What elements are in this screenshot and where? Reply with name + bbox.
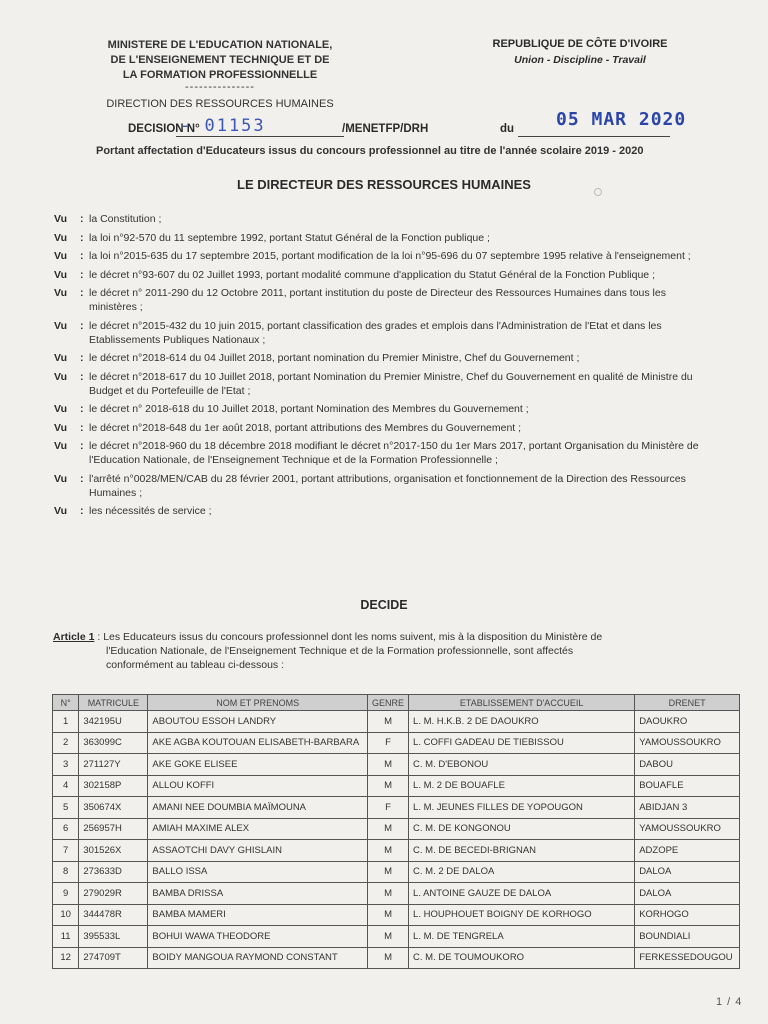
cell-name: AKE AGBA KOUTOUAN ELISABETH-BARBARA: [148, 732, 368, 754]
vu-item: [54, 472, 704, 500]
table-row: [53, 883, 740, 905]
vu-text: l'arrêté n°0028/MEN/CAB du 28 février 2001, portant attributions, organisation et fonctionnement de la Direction des Ressources Humaines ;: [89, 472, 686, 499]
cell-matricule: 256957H: [79, 818, 148, 840]
vu-item: [54, 370, 704, 398]
vu-text: le décret n°2015-432 du 10 juin 2015, portant classification des grades et emplois dans l'Administration de l'Etat et dans les Etablissements Publiques Nationaux ;: [89, 319, 662, 346]
vu-colon: :: [80, 250, 84, 262]
vu-label: Vu: [54, 370, 68, 383]
col-header-establishment: ETABLISSEMENT D'ACCUEIL: [409, 695, 635, 711]
cell-establishment: L. M. DE TENGRELA: [409, 926, 635, 948]
cell-establishment: L. M. JEUNES FILLES DE YOPOUGON: [409, 797, 635, 819]
vu-colon: :: [80, 505, 84, 517]
cell-gender: M: [368, 926, 409, 948]
table-row: [53, 775, 740, 797]
date-underline: [518, 136, 670, 137]
cell-number: 2: [53, 732, 79, 754]
cell-name: AMANI NEE DOUMBIA MAÏMOUNA: [148, 797, 368, 819]
ministry-line-3: LA FORMATION PROFESSIONNELLE: [122, 69, 318, 81]
cell-number: 4: [53, 775, 79, 797]
vu-text: le décret n°2018-960 du 18 décembre 2018 modifiant le décret n°2017-150 du 1er Mars 2017, portant Organisation du Ministère de l'Education Nationale, de l'Enseignement Technique et de la Formation Professionnelle ;: [89, 440, 699, 466]
cell-gender: M: [368, 904, 409, 926]
vu-item: [54, 286, 704, 314]
table-row: [53, 732, 740, 754]
vu-colon: :: [80, 440, 84, 452]
cell-name: ALLOU KOFFI: [148, 775, 368, 797]
vu-colon: :: [80, 370, 84, 383]
cell-establishment: C. M. D'EBONOU: [409, 754, 635, 776]
col-header-matricule: MATRICULE: [79, 695, 148, 711]
cell-gender: M: [368, 754, 409, 776]
assignment-table: [52, 694, 740, 969]
cell-number: 11: [53, 926, 79, 948]
ministry-header: [70, 38, 370, 112]
table-header-row: [53, 695, 740, 711]
cell-establishment: L. M. 2 DE BOUAFLE: [409, 775, 635, 797]
cell-matricule: 273633D: [79, 861, 148, 883]
decision-line: [128, 109, 688, 140]
cell-establishment: L. M. H.K.B. 2 DE DAOUKRO: [409, 711, 635, 733]
vu-item: [54, 231, 704, 245]
cell-establishment: L. ANTOINE GAUZE DE DALOA: [409, 883, 635, 905]
cell-drenet: DAOUKRO: [635, 711, 740, 733]
cell-gender: M: [368, 861, 409, 883]
cell-establishment: C. M. DE TOUMOUKORO: [409, 947, 635, 969]
vu-text: le décret n° 2018-618 du 10 Juillet 2018, portant Nomination des Membres du Gouvernement ;: [89, 403, 529, 415]
cell-matricule: 301526X: [79, 840, 148, 862]
ministry-line-2: DE L'ENSEIGNEMENT TECHNIQUE ET DE: [110, 54, 330, 66]
table-row: [53, 840, 740, 862]
cell-drenet: YAMOUSSOUKRO: [635, 732, 740, 754]
cell-number: 6: [53, 818, 79, 840]
vu-label: Vu: [54, 421, 68, 434]
cell-number: 3: [53, 754, 79, 776]
table-row: [53, 818, 740, 840]
vu-label: Vu: [54, 319, 68, 332]
vu-item: [54, 402, 704, 416]
vu-label: Vu: [54, 440, 68, 452]
vu-text: le décret n° 2011-290 du 12 Octobre 2011, portant institution du poste de Directeur des Ressources Humaines dans tous les ministères ;: [89, 287, 666, 313]
cell-gender: M: [368, 711, 409, 733]
vu-label: Vu: [54, 268, 68, 281]
cell-number: 7: [53, 840, 79, 862]
vu-item: [54, 439, 704, 467]
vu-item: [54, 249, 704, 263]
cell-gender: M: [368, 775, 409, 797]
cell-name: BOIDY MANGOUA RAYMOND CONSTANT: [148, 947, 368, 969]
vu-text: le décret n°93-607 du 02 Juillet 1993, portant modalité commune d'application du Statut Général de la Fonction Publique ;: [89, 268, 655, 281]
table-row: [53, 797, 740, 819]
cell-drenet: DABOU: [635, 754, 740, 776]
decision-ministry-code: /MENETFP/DRH: [342, 123, 429, 135]
vu-label: Vu: [54, 472, 68, 485]
vu-colon: :: [80, 213, 84, 225]
cell-matricule: 363099C: [79, 732, 148, 754]
cell-drenet: FERKESSEDOUGOU: [635, 947, 740, 969]
cell-drenet: BOUAFLE: [635, 775, 740, 797]
vu-colon: :: [80, 287, 84, 299]
cell-matricule: 350674X: [79, 797, 148, 819]
header-separator: ---------------: [185, 81, 255, 93]
decision-label: DECISION N°: [128, 123, 200, 135]
cell-number: 12: [53, 947, 79, 969]
col-header-name: NOM ET PRENOMS: [148, 695, 368, 711]
cell-establishment: C. M. DE KONGONOU: [409, 818, 635, 840]
vu-text: le décret n°2018-617 du 10 Juillet 2018, portant Nomination du Premier Ministre, Chef du Gouvernement en qualité de Ministre du Budget et du Portefeuille de l'Etat ;: [89, 370, 693, 397]
cell-gender: M: [368, 840, 409, 862]
direction-name: DIRECTION DES RESSOURCES HUMAINES: [106, 98, 334, 110]
cell-name: BAMBA MAMERI: [148, 904, 368, 926]
ministry-line-1: MINISTERE DE L'EDUCATION NATIONALE,: [107, 39, 333, 51]
cell-matricule: 344478R: [79, 904, 148, 926]
cell-name: BALLO ISSA: [148, 861, 368, 883]
cell-gender: F: [368, 732, 409, 754]
vu-colon: :: [80, 319, 84, 332]
decision-number-stamp: - 01153: [180, 116, 266, 136]
col-header-number: N°: [53, 695, 79, 711]
cell-name: AMIAH MAXIME ALEX: [148, 818, 368, 840]
cell-drenet: DALOA: [635, 883, 740, 905]
cell-gender: F: [368, 797, 409, 819]
cell-matricule: 302158P: [79, 775, 148, 797]
document-title: LE DIRECTEUR DES RESSOURCES HUMAINES: [237, 177, 531, 192]
vu-text: le décret n°2018-614 du 04 Juillet 2018, portant nomination du Premier Ministre, Chef du Gouvernement ;: [89, 352, 580, 364]
vu-colon: :: [80, 231, 84, 244]
vu-text: la loi n°2015-635 du 17 septembre 2015, portant modification de la loi n°95-696 du 07 septembre 1995 relative à l'enseignement ;: [89, 250, 691, 262]
article-1-label: Article 1: [53, 631, 95, 643]
cell-establishment: L. COFFI GADEAU DE TIEBISSOU: [409, 732, 635, 754]
cell-number: 8: [53, 861, 79, 883]
table-row: [53, 861, 740, 883]
cell-establishment: L. HOUPHOUET BOIGNY DE KORHOGO: [409, 904, 635, 926]
vu-text: la Constitution ;: [89, 213, 162, 225]
vu-item: [54, 421, 704, 435]
cell-establishment: C. M. 2 DE DALOA: [409, 861, 635, 883]
vu-item: [54, 212, 704, 226]
vu-text: la loi n°92-570 du 11 septembre 1992, portant Statut Général de la Fonction publique ;: [89, 231, 490, 244]
vu-label: Vu: [54, 287, 68, 299]
vu-colon: :: [80, 352, 84, 364]
vu-colon: :: [80, 472, 84, 485]
table-row: [53, 947, 740, 969]
article-1-line-3: conformément au tableau ci-dessous :: [106, 659, 285, 671]
vu-item: [54, 504, 704, 518]
cell-gender: M: [368, 947, 409, 969]
vu-item: [54, 268, 704, 282]
cell-name: ABOUTOU ESSOH LANDRY: [148, 711, 368, 733]
decision-underline: [176, 136, 344, 137]
page-number: 1 / 4: [716, 996, 743, 1008]
vu-label: Vu: [54, 231, 68, 244]
cell-matricule: 271127Y: [79, 754, 148, 776]
cell-drenet: ADZOPE: [635, 840, 740, 862]
table-row: [53, 711, 740, 733]
national-motto: Union - Discipline - Travail: [514, 54, 646, 66]
cell-matricule: 342195U: [79, 711, 148, 733]
article-1-line-1: : Les Educateurs issus du concours professionnel dont les noms suivent, mis à la disposition du Ministère de: [97, 631, 603, 643]
col-header-gender: GENRE: [368, 695, 409, 711]
table-row: [53, 904, 740, 926]
decision-date-stamp: 05 MAR 2020: [556, 109, 687, 130]
article-1: [53, 630, 703, 672]
cell-drenet: DALOA: [635, 861, 740, 883]
table-row: [53, 754, 740, 776]
vu-item: [54, 319, 704, 347]
decide-heading: DECIDE: [360, 598, 408, 612]
cell-drenet: KORHOGO: [635, 904, 740, 926]
cell-drenet: YAMOUSSOUKRO: [635, 818, 740, 840]
article-1-line-2: l'Education Nationale, de l'Enseignement Technique et de la Formation professionnelle, sont affectés: [106, 645, 574, 657]
vu-colon: :: [80, 268, 84, 281]
cell-drenet: BOUNDIALI: [635, 926, 740, 948]
cell-gender: M: [368, 818, 409, 840]
cell-matricule: 395533L: [79, 926, 148, 948]
cell-name: AKE GOKE ELISEE: [148, 754, 368, 776]
vu-label: Vu: [54, 213, 68, 225]
cell-number: 5: [53, 797, 79, 819]
republic-header: [480, 36, 680, 68]
cell-name: BAMBA DRISSA: [148, 883, 368, 905]
table-row: [53, 926, 740, 948]
vu-item: [54, 351, 704, 365]
cell-number: 10: [53, 904, 79, 926]
cell-name: ASSAOTCHI DAVY GHISLAIN: [148, 840, 368, 862]
vu-label: Vu: [54, 250, 68, 262]
cell-number: 1: [53, 711, 79, 733]
decision-subject: Portant affectation d'Educateurs issus du concours professionnel au titre de l'année scolaire 2019 - 2020: [96, 145, 644, 157]
vu-label: Vu: [54, 505, 68, 517]
cell-gender: M: [368, 883, 409, 905]
vu-list: [54, 212, 704, 523]
cell-matricule: 274709T: [79, 947, 148, 969]
vu-colon: :: [80, 403, 84, 415]
cell-name: BOHUI WAWA THEODORE: [148, 926, 368, 948]
vu-label: Vu: [54, 352, 68, 364]
vu-colon: :: [80, 421, 84, 434]
col-header-drenet: DRENET: [635, 695, 740, 711]
cell-establishment: C. M. DE BECEDI-BRIGNAN: [409, 840, 635, 862]
vu-label: Vu: [54, 403, 68, 415]
republic-name: REPUBLIQUE DE CÔTE D'IVOIRE: [492, 38, 668, 50]
vu-text: les nécessités de service ;: [89, 505, 212, 517]
decision-du-label: du: [500, 123, 515, 135]
cell-number: 9: [53, 883, 79, 905]
cell-matricule: 279029R: [79, 883, 148, 905]
vu-text: le décret n°2018-648 du 1er août 2018, portant attributions des Membres du Gouvernement ;: [89, 421, 522, 434]
cell-drenet: ABIDJAN 3: [635, 797, 740, 819]
